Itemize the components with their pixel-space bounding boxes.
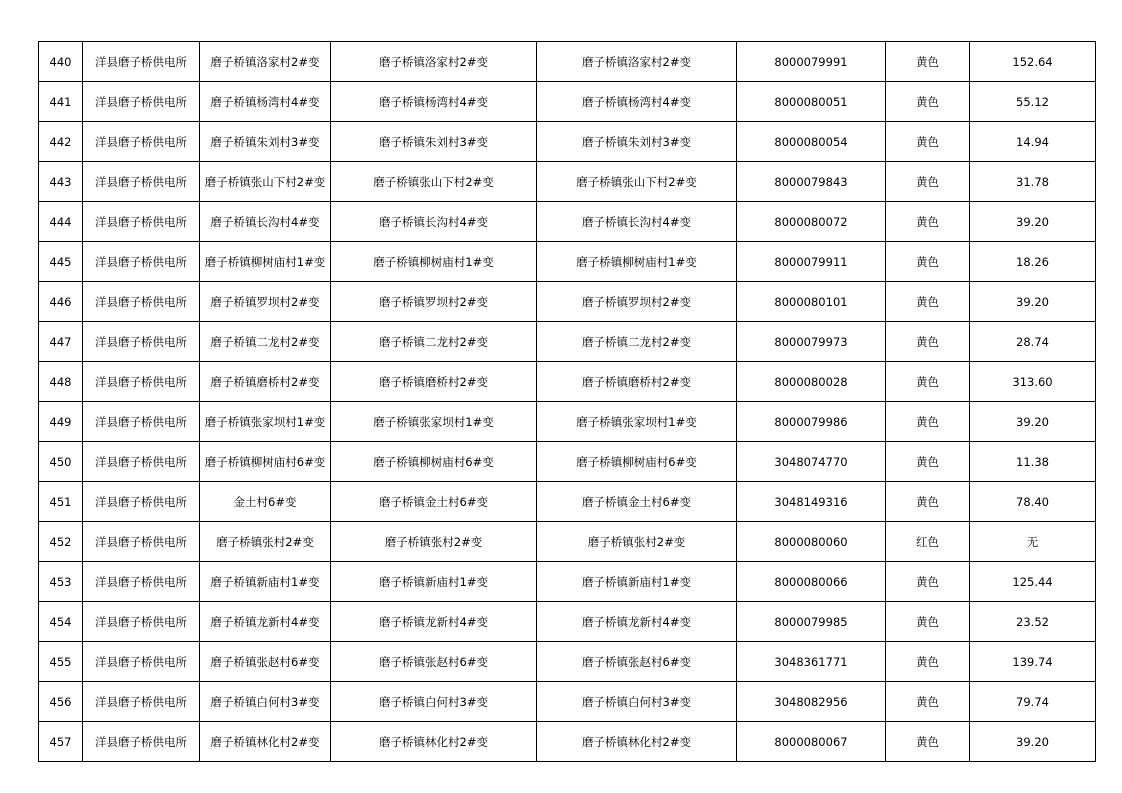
row-number: 456 bbox=[39, 682, 83, 722]
table-row bbox=[39, 642, 1096, 682]
row-number: 457 bbox=[39, 722, 83, 762]
value-cell: 39.20 bbox=[970, 722, 1096, 762]
transformer-name: 磨子桥镇杨湾村4#变 bbox=[200, 82, 331, 122]
value-cell: 11.38 bbox=[970, 442, 1096, 482]
value-cell: 139.74 bbox=[970, 642, 1096, 682]
station-name: 磨子桥镇磨桥村2#变 bbox=[537, 362, 737, 402]
value-cell: 23.52 bbox=[970, 602, 1096, 642]
station-name: 磨子桥镇白何村3#变 bbox=[537, 682, 737, 722]
row-number: 445 bbox=[39, 242, 83, 282]
supply-office: 洋县磨子桥供电所 bbox=[83, 282, 200, 322]
row-number: 444 bbox=[39, 202, 83, 242]
asset-id: 8000079986 bbox=[737, 402, 886, 442]
asset-id: 8000080101 bbox=[737, 282, 886, 322]
line-name: 磨子桥镇二龙村2#变 bbox=[331, 322, 537, 362]
row-number: 449 bbox=[39, 402, 83, 442]
transformer-name: 磨子桥镇白何村3#变 bbox=[200, 682, 331, 722]
table-row bbox=[39, 522, 1096, 562]
asset-id: 8000079843 bbox=[737, 162, 886, 202]
transformer-name: 磨子桥镇洛家村2#变 bbox=[200, 42, 331, 82]
transformer-name: 磨子桥镇张家坝村1#变 bbox=[200, 402, 331, 442]
value-cell: 125.44 bbox=[970, 562, 1096, 602]
line-name: 磨子桥镇磨桥村2#变 bbox=[331, 362, 537, 402]
asset-id: 8000080051 bbox=[737, 82, 886, 122]
station-name: 磨子桥镇柳树庙村6#变 bbox=[537, 442, 737, 482]
alert-color: 黄色 bbox=[886, 162, 970, 202]
alert-color: 黄色 bbox=[886, 682, 970, 722]
line-name: 磨子桥镇白何村3#变 bbox=[331, 682, 537, 722]
asset-id: 8000080054 bbox=[737, 122, 886, 162]
transformer-name: 磨子桥镇张村2#变 bbox=[200, 522, 331, 562]
line-name: 磨子桥镇张家坝村1#变 bbox=[331, 402, 537, 442]
line-name: 磨子桥镇罗坝村2#变 bbox=[331, 282, 537, 322]
station-name: 磨子桥镇朱刘村3#变 bbox=[537, 122, 737, 162]
row-number: 454 bbox=[39, 602, 83, 642]
supply-office: 洋县磨子桥供电所 bbox=[83, 202, 200, 242]
station-name: 磨子桥镇张家坝村1#变 bbox=[537, 402, 737, 442]
alert-color: 黄色 bbox=[886, 42, 970, 82]
table-row bbox=[39, 282, 1096, 322]
alert-color: 黄色 bbox=[886, 602, 970, 642]
value-cell: 39.20 bbox=[970, 202, 1096, 242]
supply-office: 洋县磨子桥供电所 bbox=[83, 362, 200, 402]
asset-id: 8000079991 bbox=[737, 42, 886, 82]
line-name: 磨子桥镇张赵村6#变 bbox=[331, 642, 537, 682]
asset-id: 8000080060 bbox=[737, 522, 886, 562]
line-name: 磨子桥镇柳树庙村6#变 bbox=[331, 442, 537, 482]
row-number: 451 bbox=[39, 482, 83, 522]
supply-office: 洋县磨子桥供电所 bbox=[83, 242, 200, 282]
line-name: 磨子桥镇龙新村4#变 bbox=[331, 602, 537, 642]
value-cell: 28.74 bbox=[970, 322, 1096, 362]
transformer-name: 磨子桥镇朱刘村3#变 bbox=[200, 122, 331, 162]
transformer-name: 磨子桥镇龙新村4#变 bbox=[200, 602, 331, 642]
table-body bbox=[39, 42, 1096, 762]
table-row bbox=[39, 602, 1096, 642]
station-name: 磨子桥镇柳树庙村1#变 bbox=[537, 242, 737, 282]
value-cell: 55.12 bbox=[970, 82, 1096, 122]
station-name: 磨子桥镇张赵村6#变 bbox=[537, 642, 737, 682]
asset-id: 3048149316 bbox=[737, 482, 886, 522]
row-number: 453 bbox=[39, 562, 83, 602]
station-name: 磨子桥镇金土村6#变 bbox=[537, 482, 737, 522]
supply-office: 洋县磨子桥供电所 bbox=[83, 722, 200, 762]
alert-color: 黄色 bbox=[886, 82, 970, 122]
table-row bbox=[39, 82, 1096, 122]
row-number: 443 bbox=[39, 162, 83, 202]
supply-office: 洋县磨子桥供电所 bbox=[83, 42, 200, 82]
asset-id: 3048361771 bbox=[737, 642, 886, 682]
value-cell: 79.74 bbox=[970, 682, 1096, 722]
asset-id: 8000080028 bbox=[737, 362, 886, 402]
line-name: 磨子桥镇长沟村4#变 bbox=[331, 202, 537, 242]
alert-color: 黄色 bbox=[886, 122, 970, 162]
line-name: 磨子桥镇杨湾村4#变 bbox=[331, 82, 537, 122]
line-name: 磨子桥镇金土村6#变 bbox=[331, 482, 537, 522]
alert-color: 黄色 bbox=[886, 562, 970, 602]
table-row bbox=[39, 162, 1096, 202]
asset-id: 8000080067 bbox=[737, 722, 886, 762]
value-cell: 31.78 bbox=[970, 162, 1096, 202]
value-cell: 无 bbox=[970, 522, 1096, 562]
row-number: 455 bbox=[39, 642, 83, 682]
row-number: 450 bbox=[39, 442, 83, 482]
value-cell: 152.64 bbox=[970, 42, 1096, 82]
row-number: 448 bbox=[39, 362, 83, 402]
alert-color: 黄色 bbox=[886, 402, 970, 442]
transformer-name: 磨子桥镇二龙村2#变 bbox=[200, 322, 331, 362]
transformer-name: 磨子桥镇罗坝村2#变 bbox=[200, 282, 331, 322]
table-row bbox=[39, 682, 1096, 722]
row-number: 446 bbox=[39, 282, 83, 322]
table-row bbox=[39, 562, 1096, 602]
supply-office: 洋县磨子桥供电所 bbox=[83, 522, 200, 562]
alert-color: 黄色 bbox=[886, 442, 970, 482]
transformer-name: 磨子桥镇新庙村1#变 bbox=[200, 562, 331, 602]
table-row bbox=[39, 362, 1096, 402]
station-name: 磨子桥镇张村2#变 bbox=[537, 522, 737, 562]
asset-id: 8000079973 bbox=[737, 322, 886, 362]
table-row bbox=[39, 202, 1096, 242]
transformer-name: 金土村6#变 bbox=[200, 482, 331, 522]
alert-color: 黄色 bbox=[886, 722, 970, 762]
value-cell: 18.26 bbox=[970, 242, 1096, 282]
supply-office: 洋县磨子桥供电所 bbox=[83, 562, 200, 602]
table-row bbox=[39, 242, 1096, 282]
row-number: 452 bbox=[39, 522, 83, 562]
asset-id: 8000079985 bbox=[737, 602, 886, 642]
alert-color: 黄色 bbox=[886, 282, 970, 322]
station-name: 磨子桥镇罗坝村2#变 bbox=[537, 282, 737, 322]
station-name: 磨子桥镇长沟村4#变 bbox=[537, 202, 737, 242]
alert-color: 红色 bbox=[886, 522, 970, 562]
transformer-name: 磨子桥镇柳树庙村6#变 bbox=[200, 442, 331, 482]
value-cell: 39.20 bbox=[970, 402, 1096, 442]
supply-office: 洋县磨子桥供电所 bbox=[83, 682, 200, 722]
supply-office: 洋县磨子桥供电所 bbox=[83, 642, 200, 682]
value-cell: 39.20 bbox=[970, 282, 1096, 322]
transformer-name: 磨子桥镇磨桥村2#变 bbox=[200, 362, 331, 402]
line-name: 磨子桥镇林化村2#变 bbox=[331, 722, 537, 762]
alert-color: 黄色 bbox=[886, 482, 970, 522]
asset-id: 8000080072 bbox=[737, 202, 886, 242]
station-name: 磨子桥镇林化村2#变 bbox=[537, 722, 737, 762]
station-name: 磨子桥镇龙新村4#变 bbox=[537, 602, 737, 642]
station-name: 磨子桥镇新庙村1#变 bbox=[537, 562, 737, 602]
table-row bbox=[39, 722, 1096, 762]
transformer-name: 磨子桥镇柳树庙村1#变 bbox=[200, 242, 331, 282]
station-name: 磨子桥镇洛家村2#变 bbox=[537, 42, 737, 82]
station-name: 磨子桥镇张山下村2#变 bbox=[537, 162, 737, 202]
row-number: 447 bbox=[39, 322, 83, 362]
transformer-table bbox=[38, 41, 1096, 762]
supply-office: 洋县磨子桥供电所 bbox=[83, 162, 200, 202]
alert-color: 黄色 bbox=[886, 642, 970, 682]
line-name: 磨子桥镇柳树庙村1#变 bbox=[331, 242, 537, 282]
row-number: 441 bbox=[39, 82, 83, 122]
value-cell: 313.60 bbox=[970, 362, 1096, 402]
asset-id: 3048082956 bbox=[737, 682, 886, 722]
asset-id: 8000080066 bbox=[737, 562, 886, 602]
transformer-name: 磨子桥镇张赵村6#变 bbox=[200, 642, 331, 682]
line-name: 磨子桥镇张村2#变 bbox=[331, 522, 537, 562]
supply-office: 洋县磨子桥供电所 bbox=[83, 322, 200, 362]
table-row bbox=[39, 442, 1096, 482]
row-number: 440 bbox=[39, 42, 83, 82]
supply-office: 洋县磨子桥供电所 bbox=[83, 402, 200, 442]
alert-color: 黄色 bbox=[886, 322, 970, 362]
table-row bbox=[39, 322, 1096, 362]
transformer-name: 磨子桥镇张山下村2#变 bbox=[200, 162, 331, 202]
asset-id: 8000079911 bbox=[737, 242, 886, 282]
table-row bbox=[39, 42, 1096, 82]
table-row bbox=[39, 482, 1096, 522]
asset-id: 3048074770 bbox=[737, 442, 886, 482]
transformer-name: 磨子桥镇林化村2#变 bbox=[200, 722, 331, 762]
line-name: 磨子桥镇张山下村2#变 bbox=[331, 162, 537, 202]
alert-color: 黄色 bbox=[886, 362, 970, 402]
supply-office: 洋县磨子桥供电所 bbox=[83, 602, 200, 642]
line-name: 磨子桥镇洛家村2#变 bbox=[331, 42, 537, 82]
table-row bbox=[39, 402, 1096, 442]
line-name: 磨子桥镇朱刘村3#变 bbox=[331, 122, 537, 162]
supply-office: 洋县磨子桥供电所 bbox=[83, 442, 200, 482]
supply-office: 洋县磨子桥供电所 bbox=[83, 82, 200, 122]
station-name: 磨子桥镇杨湾村4#变 bbox=[537, 82, 737, 122]
value-cell: 14.94 bbox=[970, 122, 1096, 162]
row-number: 442 bbox=[39, 122, 83, 162]
line-name: 磨子桥镇新庙村1#变 bbox=[331, 562, 537, 602]
value-cell: 78.40 bbox=[970, 482, 1096, 522]
table-row bbox=[39, 122, 1096, 162]
alert-color: 黄色 bbox=[886, 202, 970, 242]
transformer-name: 磨子桥镇长沟村4#变 bbox=[200, 202, 331, 242]
supply-office: 洋县磨子桥供电所 bbox=[83, 122, 200, 162]
station-name: 磨子桥镇二龙村2#变 bbox=[537, 322, 737, 362]
supply-office: 洋县磨子桥供电所 bbox=[83, 482, 200, 522]
alert-color: 黄色 bbox=[886, 242, 970, 282]
